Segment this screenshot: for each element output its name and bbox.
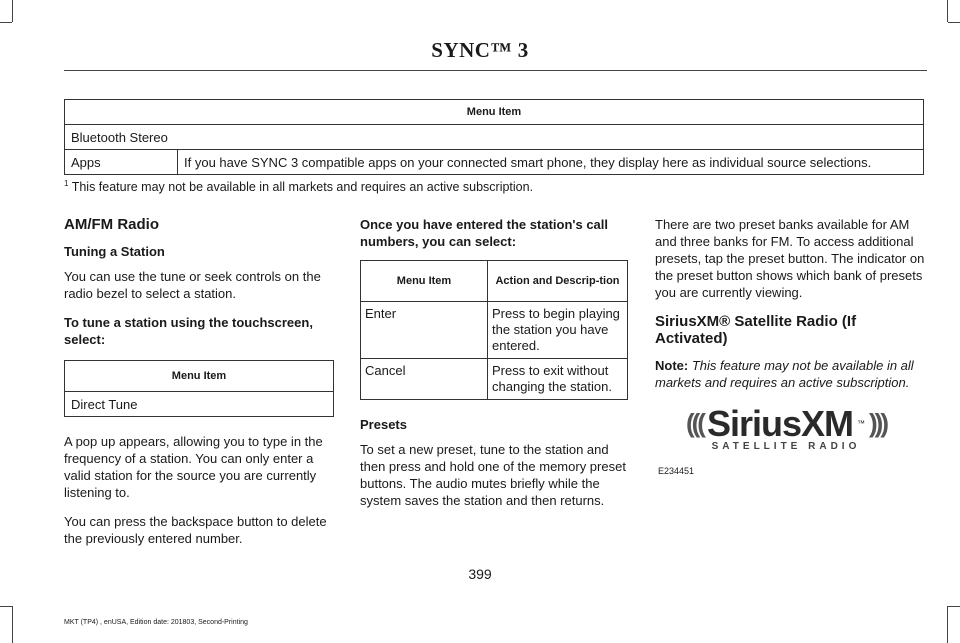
paragraph: You can use the tune or seek controls on the radio bezel to select a station. bbox=[64, 269, 321, 301]
figure-id: E234451 bbox=[658, 466, 695, 476]
edition-info: MKT (TP4) , enUSA, Edition date: 201803, Second-Printing bbox=[64, 619, 248, 626]
section-heading: AM/FM Radio bbox=[64, 216, 159, 233]
table-header: Menu Item bbox=[361, 261, 488, 302]
paragraph: You can press the backspace button to delete the previously entered number. bbox=[64, 514, 327, 546]
subsection-heading: Presets bbox=[360, 417, 407, 432]
crop-mark bbox=[948, 22, 960, 23]
note-label: Note: bbox=[655, 358, 689, 373]
table-header-row bbox=[361, 261, 628, 302]
table-cell: Press to begin playing the station you have entered. bbox=[488, 302, 628, 359]
crop-mark bbox=[0, 606, 12, 607]
logo-subtitle: SATELLITE RADIO bbox=[711, 440, 861, 452]
subsection-heading: Tuning a Station bbox=[64, 244, 165, 259]
paragraph: A pop up appears, allowing you to type in the frequency of a station. You can only enter a valid station for the source you are currently listening to. bbox=[64, 434, 323, 500]
table-cell: Apps bbox=[65, 150, 178, 175]
footnote bbox=[64, 179, 533, 194]
note bbox=[655, 357, 927, 391]
section-heading: SiriusXM® Satellite Radio (If Activated) bbox=[655, 313, 857, 347]
table-row bbox=[361, 359, 628, 400]
crop-mark bbox=[12, 606, 13, 643]
page-title: SYNC™ 3 bbox=[431, 38, 529, 62]
footnote-text: This feature may not be available in all markets and requires an active subscription. bbox=[71, 180, 534, 195]
crop-mark bbox=[12, 0, 13, 22]
logo-wordmark: SiriusXM bbox=[706, 402, 854, 444]
column-right bbox=[655, 216, 927, 403]
menu-table bbox=[64, 99, 924, 175]
table-header: Action and Descrip-tion bbox=[488, 261, 628, 302]
table-header: Menu Item bbox=[65, 361, 334, 392]
footnote-mark: 1 bbox=[64, 179, 69, 188]
trademark-mark: ™ bbox=[857, 419, 866, 428]
table-cell: Bluetooth Stereo bbox=[65, 125, 924, 150]
table-row bbox=[65, 125, 924, 150]
crop-mark bbox=[947, 606, 948, 643]
header-divider bbox=[64, 70, 927, 71]
paragraph: To set a new preset, tune to the station and then press and hold one of the memory preset buttons. The audio mutes briefly while the system saves the station and then returns. bbox=[360, 442, 626, 508]
signal-waves-icon: ))) bbox=[869, 408, 886, 438]
table-row bbox=[361, 302, 628, 359]
table-cell: If you have SYNC 3 compatible apps on your connected smart phone, they display here as individual source selections. bbox=[178, 150, 924, 175]
table-cell: Direct Tune bbox=[65, 392, 334, 417]
page-number: 399 bbox=[468, 566, 492, 582]
instruction: To tune a station using the touchscreen, select: bbox=[64, 315, 313, 347]
paragraph: There are two preset banks available for AM and three banks for FM. To access additional presets, tap the preset button. The indicator on the preset button shows which bank of presets you are currently viewing. bbox=[655, 217, 925, 300]
crop-mark bbox=[947, 0, 948, 22]
crop-mark bbox=[948, 606, 960, 607]
siriusxm-logo bbox=[655, 394, 917, 460]
menu-table bbox=[64, 360, 334, 417]
table-header: Menu Item bbox=[65, 100, 924, 125]
table-cell: Enter bbox=[361, 302, 488, 359]
table-cell: Press to exit without changing the station. bbox=[488, 359, 628, 400]
table-cell: Cancel bbox=[361, 359, 488, 400]
note-text: This feature may not be available in all markets and requires an active subscription. bbox=[655, 358, 914, 390]
menu-action-table bbox=[360, 260, 628, 400]
column-middle bbox=[360, 216, 632, 521]
crop-mark bbox=[0, 22, 12, 23]
column-left bbox=[64, 216, 336, 559]
signal-waves-icon: ((( bbox=[685, 408, 703, 438]
instruction: Once you have entered the station's call numbers, you can select: bbox=[360, 217, 609, 249]
table-header-row bbox=[65, 100, 924, 125]
table-row bbox=[65, 150, 924, 175]
